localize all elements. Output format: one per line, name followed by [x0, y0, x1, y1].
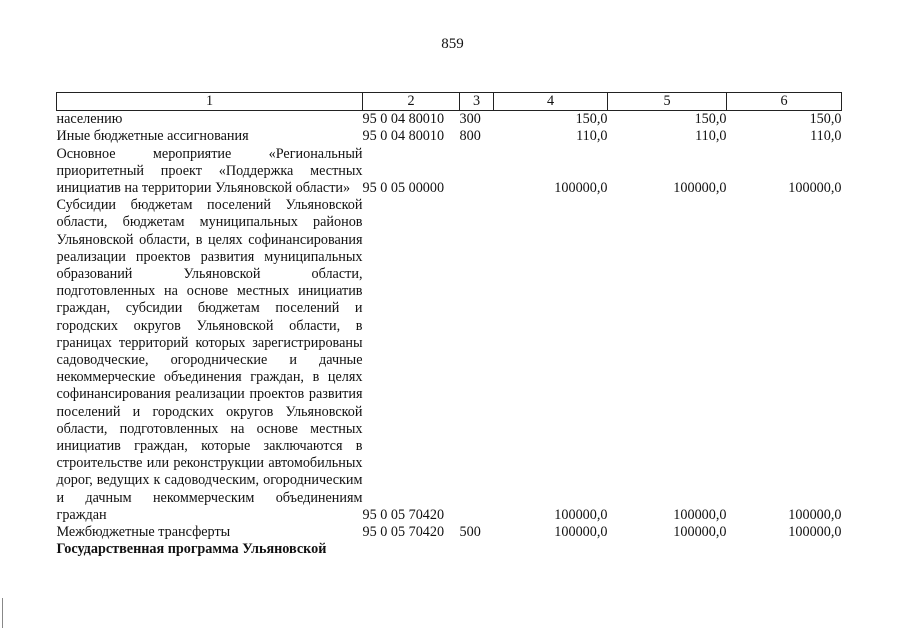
- row-name: населению: [56, 111, 123, 128]
- page-number: 859: [441, 36, 464, 52]
- header-col-6: 6: [727, 93, 842, 111]
- header-col-2: 2: [363, 93, 460, 111]
- row-type: [460, 197, 494, 524]
- header-col-4: 4: [494, 93, 608, 111]
- row-type: 300: [459, 111, 481, 128]
- table-row: [57, 524, 842, 541]
- row-value-col6: 100000,0: [788, 180, 842, 197]
- row-value-col5: 100000,0: [673, 506, 727, 523]
- table-row: [57, 197, 842, 524]
- row-code: 95 0 04 80010: [362, 111, 445, 128]
- row-type: [460, 146, 494, 198]
- row-value-col5: 100000,0: [673, 180, 727, 197]
- scan-edge-line: [2, 598, 3, 628]
- row-code: 95 0 05 70420: [362, 506, 445, 523]
- row-value-col6: 110,0: [810, 128, 842, 145]
- header-col-1: 1: [57, 93, 363, 111]
- row-name: Основное мероприятие «Региональный приоритетный проект «Поддержка местных инициатив на территории Ульяновской области»: [56, 145, 363, 197]
- row-value-col4: 100000,0: [554, 180, 608, 197]
- row-value-col5: 150,0: [694, 111, 727, 128]
- row-type: 500: [459, 524, 481, 541]
- program-heading: Государственная программа Ульяновской: [56, 541, 327, 558]
- row-value-col6: 150,0: [809, 111, 842, 128]
- table-row: [57, 146, 842, 198]
- header-col-5: 5: [608, 93, 727, 111]
- row-value-col4: 110,0: [576, 128, 608, 145]
- row-value-col6: 100000,0: [788, 524, 842, 541]
- row-code: 95 0 05 70420: [362, 524, 445, 541]
- row-value-col4: 150,0: [575, 111, 608, 128]
- header-row: [57, 93, 842, 111]
- budget-table: [56, 92, 842, 558]
- row-type: 800: [459, 128, 481, 145]
- header-col-3: 3: [460, 93, 494, 111]
- row-name: Субсидии бюджетам поселений Ульяновской области, бюджетам муниципальных районов Ульяновской области, в целях софинансирования реализации проектов развития муниципальных образований Ульяновской области, подготовленных на основе местных инициатив граждан, субсидии бюджетам поселений и городских округов Ульяновской области, в границах территорий которых зарегистрированы садоводческие, огороднические и дачные некоммерческие объединения граждан, в целях софинансирования реализации проектов развития поселений и городских округов Ульяновской области, подготовленных на основе местных инициатив граждан, которые заключаются в строительстве или реконструкции автомобильных дорог, ведущих к садоводческим, огородническим и дачным некоммерческим объединениям граждан: [56, 197, 363, 523]
- table-row: [57, 128, 842, 145]
- row-code: 95 0 05 00000: [362, 180, 445, 197]
- row-code: 95 0 04 80010: [362, 128, 445, 145]
- row-value-col6: 100000,0: [788, 506, 842, 523]
- row-value-col4: 100000,0: [554, 506, 608, 523]
- row-value-col5: 100000,0: [673, 524, 727, 541]
- row-name: Иные бюджетные ассигнования: [56, 128, 249, 145]
- row-value-col5: 110,0: [695, 128, 727, 145]
- table-row-heading: [57, 541, 842, 558]
- table-row: [57, 111, 842, 129]
- row-value-col4: 100000,0: [554, 524, 608, 541]
- row-name: Межбюджетные трансферты: [56, 524, 231, 541]
